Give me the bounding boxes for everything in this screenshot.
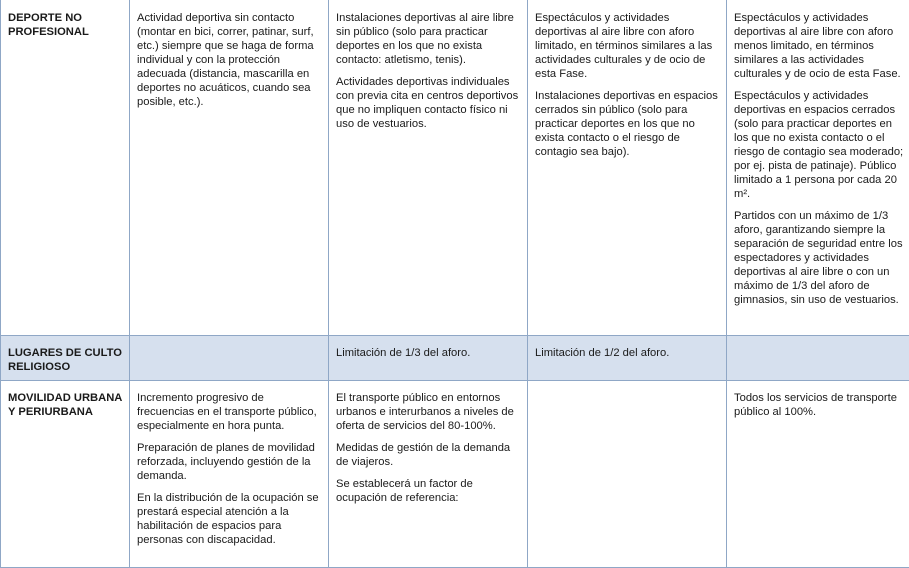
cell-paragraph: Instalaciones deportivas al aire libre sin público (solo para practicar deportes en los que no exista contacto: atletismo, tenis).: [336, 11, 521, 67]
table-cell: [528, 0, 727, 336]
cell-paragraph: Espectáculos y actividades deportivas al aire libre con aforo limitado, en términos similares a las actividades culturales y de ocio de esta Fase.: [535, 11, 720, 81]
cell-paragraph: Se establecerá un factor de ocupación de referencia:: [336, 477, 521, 505]
table-row: [1, 381, 909, 568]
row-heading: DEPORTE NO PROFESIONAL: [1, 0, 130, 336]
row-heading: LUGARES DE CULTO RELIGIOSO: [1, 336, 130, 381]
cell-paragraph: En la distribución de la ocupación se prestará especial atención a la habilitación de espacios para personas con discapacidad.: [137, 491, 322, 547]
cell-paragraph: Limitación de 1/2 del aforo.: [535, 346, 720, 360]
table-cell: [329, 0, 528, 336]
cell-paragraph: Actividad deportiva sin contacto (montar en bici, correr, patinar, surf, etc.) siempre que se haga de forma individual y con la protección adecuada (distancia, mascarilla en deportes no acuáticos, cuando sea posible, etc.).: [137, 11, 322, 109]
cell-paragraph: Todos los servicios de transporte público al 100%.: [734, 391, 904, 419]
row-heading: MOVILIDAD URBANA Y PERIURBANA: [1, 381, 130, 568]
cell-paragraph: Espectáculos y actividades deportivas al aire libre con aforo menos limitado, en términos similares a las actividades culturales y de ocio de esta Fase.: [734, 11, 904, 81]
cell-paragraph: Instalaciones deportivas en espacios cerrados sin público (solo para practicar deportes en los que no exista contacto o el riesgo de contagio sea bajo).: [535, 89, 720, 159]
table-cell: [329, 336, 528, 381]
cell-paragraph: Medidas de gestión de la demanda de viajeros.: [336, 441, 521, 469]
table-row: [1, 336, 909, 381]
cell-paragraph: El transporte público en entornos urbanos e interurbanos a niveles de oferta de servicios del 80-100%.: [336, 391, 521, 433]
cell-paragraph: Espectáculos y actividades deportivas en espacios cerrados (solo para practicar deportes en los que no exista contacto o el riesgo de contagio sea moderado; por ej. pista de patinaje). Público limitado a 1 persona por cada 20 m².: [734, 89, 904, 201]
cell-paragraph: Preparación de planes de movilidad reforzada, incluyendo gestión de la demanda.: [137, 441, 322, 483]
table-cell: [130, 336, 329, 381]
table-cell: [130, 381, 329, 568]
cell-paragraph: Incremento progresivo de frecuencias en el transporte público, especialmente en hora punta.: [137, 391, 322, 433]
cell-paragraph: Partidos con un máximo de 1/3 aforo, garantizando siempre la separación de seguridad entre los espectadores y actividades deportivas al aire libre o con un máximo de 1/3 del aforo de gimnasios, sin uso de vestuarios.: [734, 209, 904, 307]
table-cell: [528, 381, 727, 568]
table-cell: [727, 336, 909, 381]
table-cell: [528, 336, 727, 381]
cell-paragraph: Limitación de 1/3 del aforo.: [336, 346, 521, 360]
table-cell: [727, 0, 909, 336]
cell-paragraph: Actividades deportivas individuales con previa cita en centros deportivos que no impliquen contacto físico ni uso de vestuarios.: [336, 75, 521, 131]
table-cell: [130, 0, 329, 336]
table-row: [1, 0, 909, 336]
table-cell: [329, 381, 528, 568]
table-cell: [727, 381, 909, 568]
